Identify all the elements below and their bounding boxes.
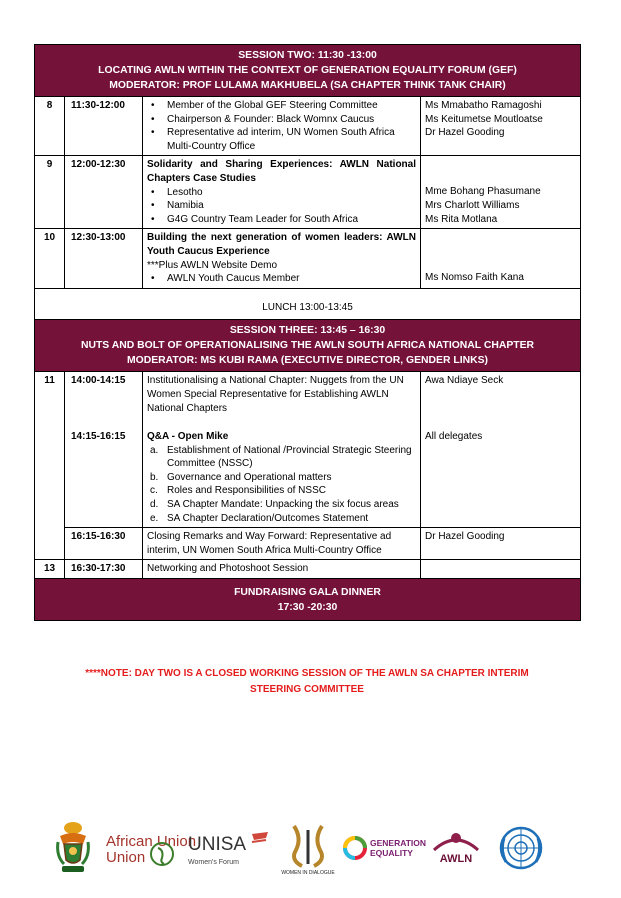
item-heading: Q&A - Open Mike [147, 431, 229, 443]
list-item: • Namibia [167, 199, 416, 213]
table-row [35, 372, 581, 417]
item-speaker: Dr Hazel Gooding [421, 528, 581, 560]
list-item: • AWLN Youth Caucus Member [167, 272, 416, 286]
list-item: a. Establishment of National /Provincial Strategic Steering Committee (NSSC) [150, 444, 412, 470]
item-time: 16:15-16:30 [65, 528, 143, 560]
item-speaker: All delegates [421, 417, 581, 528]
item-details [143, 528, 421, 560]
table-row [35, 528, 581, 560]
session-two-header [35, 45, 581, 97]
item-number: 11 [35, 372, 65, 560]
item-number: 13 [35, 560, 65, 579]
item-number: 9 [35, 156, 65, 229]
svg-text:Union: Union [106, 849, 146, 866]
list-item: • G4G Country Team Leader for South Africa [167, 213, 416, 227]
sponsor-logos [40, 820, 580, 876]
session-three-title: SESSION THREE: 13:45 – 16:30 [229, 325, 386, 337]
svg-text:WOMEN IN DIALOGUE: WOMEN IN DIALOGUE [281, 870, 335, 876]
item-time: 14:00-14:15 [65, 372, 143, 417]
women-in-dialogue-logo [280, 820, 336, 876]
item-text: Closing Remarks and Way Forward: Representative ad interim, UN Women South Africa Multi-Country Office [147, 531, 392, 556]
programme [34, 44, 580, 621]
session-three-moderator: MODERATOR: MS KUBI RAMA (EXECUTIVE DIRECTOR, GENDER LINKS) [127, 355, 488, 367]
item-details [143, 97, 421, 156]
coat-of-arms-logo [52, 820, 94, 876]
item-number: 10 [35, 229, 65, 288]
gala-header [35, 579, 581, 621]
item-details [143, 372, 421, 417]
session-three-subtitle: NUTS AND BOLT OF OPERATIONALISING THE AWLN SOUTH AFRICA NATIONAL CHAPTER [80, 340, 535, 352]
table-row [35, 560, 581, 579]
awln-logo [426, 820, 486, 876]
un-emblem-logo [496, 820, 546, 876]
list-item: • Member of the Global GEF Steering Committee [167, 99, 416, 113]
list-item: • Lesotho [167, 186, 416, 200]
svg-text:African Union: African Union [106, 833, 197, 850]
item-time: 16:30-17:30 [65, 560, 143, 579]
item-time: 12:30-13:00 [65, 229, 143, 288]
item-details: Networking and Photoshoot Session [143, 560, 421, 579]
session-two-moderator: MODERATOR: PROF LULAMA MAKHUBELA (SA CHAPTER THINK TANK CHAIR) [109, 80, 506, 91]
item-details [143, 156, 421, 229]
item-number: 8 [35, 97, 65, 156]
table-row [35, 229, 581, 288]
generation-equality-logo [342, 820, 427, 876]
unisa-logo [186, 820, 272, 876]
list-item: d. SA Chapter Mandate: Unpacking the six focus areas [150, 499, 399, 511]
session-two-subtitle: LOCATING AWLN WITHIN THE CONTEXT OF GENERATION EQUALITY FORUM (GEF) [98, 65, 517, 76]
session-three-header [35, 320, 581, 372]
item-speakers [421, 156, 581, 229]
svg-text:AWLN: AWLN [439, 853, 473, 865]
item-extra: ***Plus AWLN Website Demo [147, 259, 278, 271]
lunch-row [35, 288, 581, 320]
speaker: Mrs Charlott Williams [425, 199, 520, 211]
table-row [35, 417, 581, 528]
svg-text:UNISA: UNISA [188, 834, 247, 855]
item-heading: Solidarity and Sharing Experiences: AWLN National Chapters Case Studies [147, 159, 416, 184]
note-line: STEERING COMMITTEE [250, 684, 364, 695]
item-time: 14:15-16:15 [65, 417, 143, 528]
table-row [35, 156, 581, 229]
item-speakers [421, 97, 581, 156]
item-text: Institutionalising a National Chapter: Nuggets from the UN Women Special Representative for Establishing AWLN National Chapters [147, 375, 404, 414]
african-union-logo [104, 820, 197, 876]
speaker: Dr Hazel Gooding [425, 127, 505, 139]
item-time: 11:30-12:00 [65, 97, 143, 156]
svg-text:EQUALITY: EQUALITY [370, 848, 413, 858]
speaker: Ms Mmabatho Ramagoshi [425, 100, 542, 111]
list-item: • Representative ad interim, UN Women South Africa Multi-Country Office [167, 126, 416, 153]
speaker: Mme Bohang Phasumane [425, 186, 541, 198]
svg-text:Women's Forum: Women's Forum [188, 859, 239, 866]
item-details [143, 229, 421, 288]
item-speaker: Awa Ndiaye Seck [421, 372, 581, 417]
session-two-title: SESSION TWO: 11:30 -13:00 [238, 50, 377, 61]
gala-title: FUNDRAISING GALA DINNER [234, 587, 381, 599]
table-row [35, 97, 581, 156]
gala-time: 17:30 -20:30 [277, 602, 338, 614]
svg-text:GENERATION: GENERATION [370, 838, 427, 848]
item-heading: Building the next generation of women leaders: AWLN Youth Caucus Experience [147, 232, 416, 257]
note-line: ****NOTE: DAY TWO IS A CLOSED WORKING SESSION OF THE AWLN SA CHAPTER INTERIM [85, 668, 529, 679]
closing-note [34, 666, 580, 698]
list-item: b. Governance and Operational matters [150, 471, 332, 483]
list-item: • Chairperson & Founder: Black Womnx Caucus [167, 113, 416, 127]
list-item: e. SA Chapter Declaration/Outcomes Statement [150, 512, 369, 524]
speaker: Ms Nomso Faith Kana [425, 272, 524, 284]
item-speaker [421, 560, 581, 579]
list-item: c. Roles and Responsibilities of NSSC [150, 485, 326, 497]
speaker: Ms Keitumetse Moutloatse [425, 113, 543, 125]
programme-table [34, 44, 581, 621]
lunch-label: LUNCH 13:00-13:45 [35, 288, 581, 320]
item-details [143, 417, 421, 528]
item-time: 12:00-12:30 [65, 156, 143, 229]
item-speakers [421, 229, 581, 288]
speaker: Ms Rita Motlana [425, 213, 498, 225]
